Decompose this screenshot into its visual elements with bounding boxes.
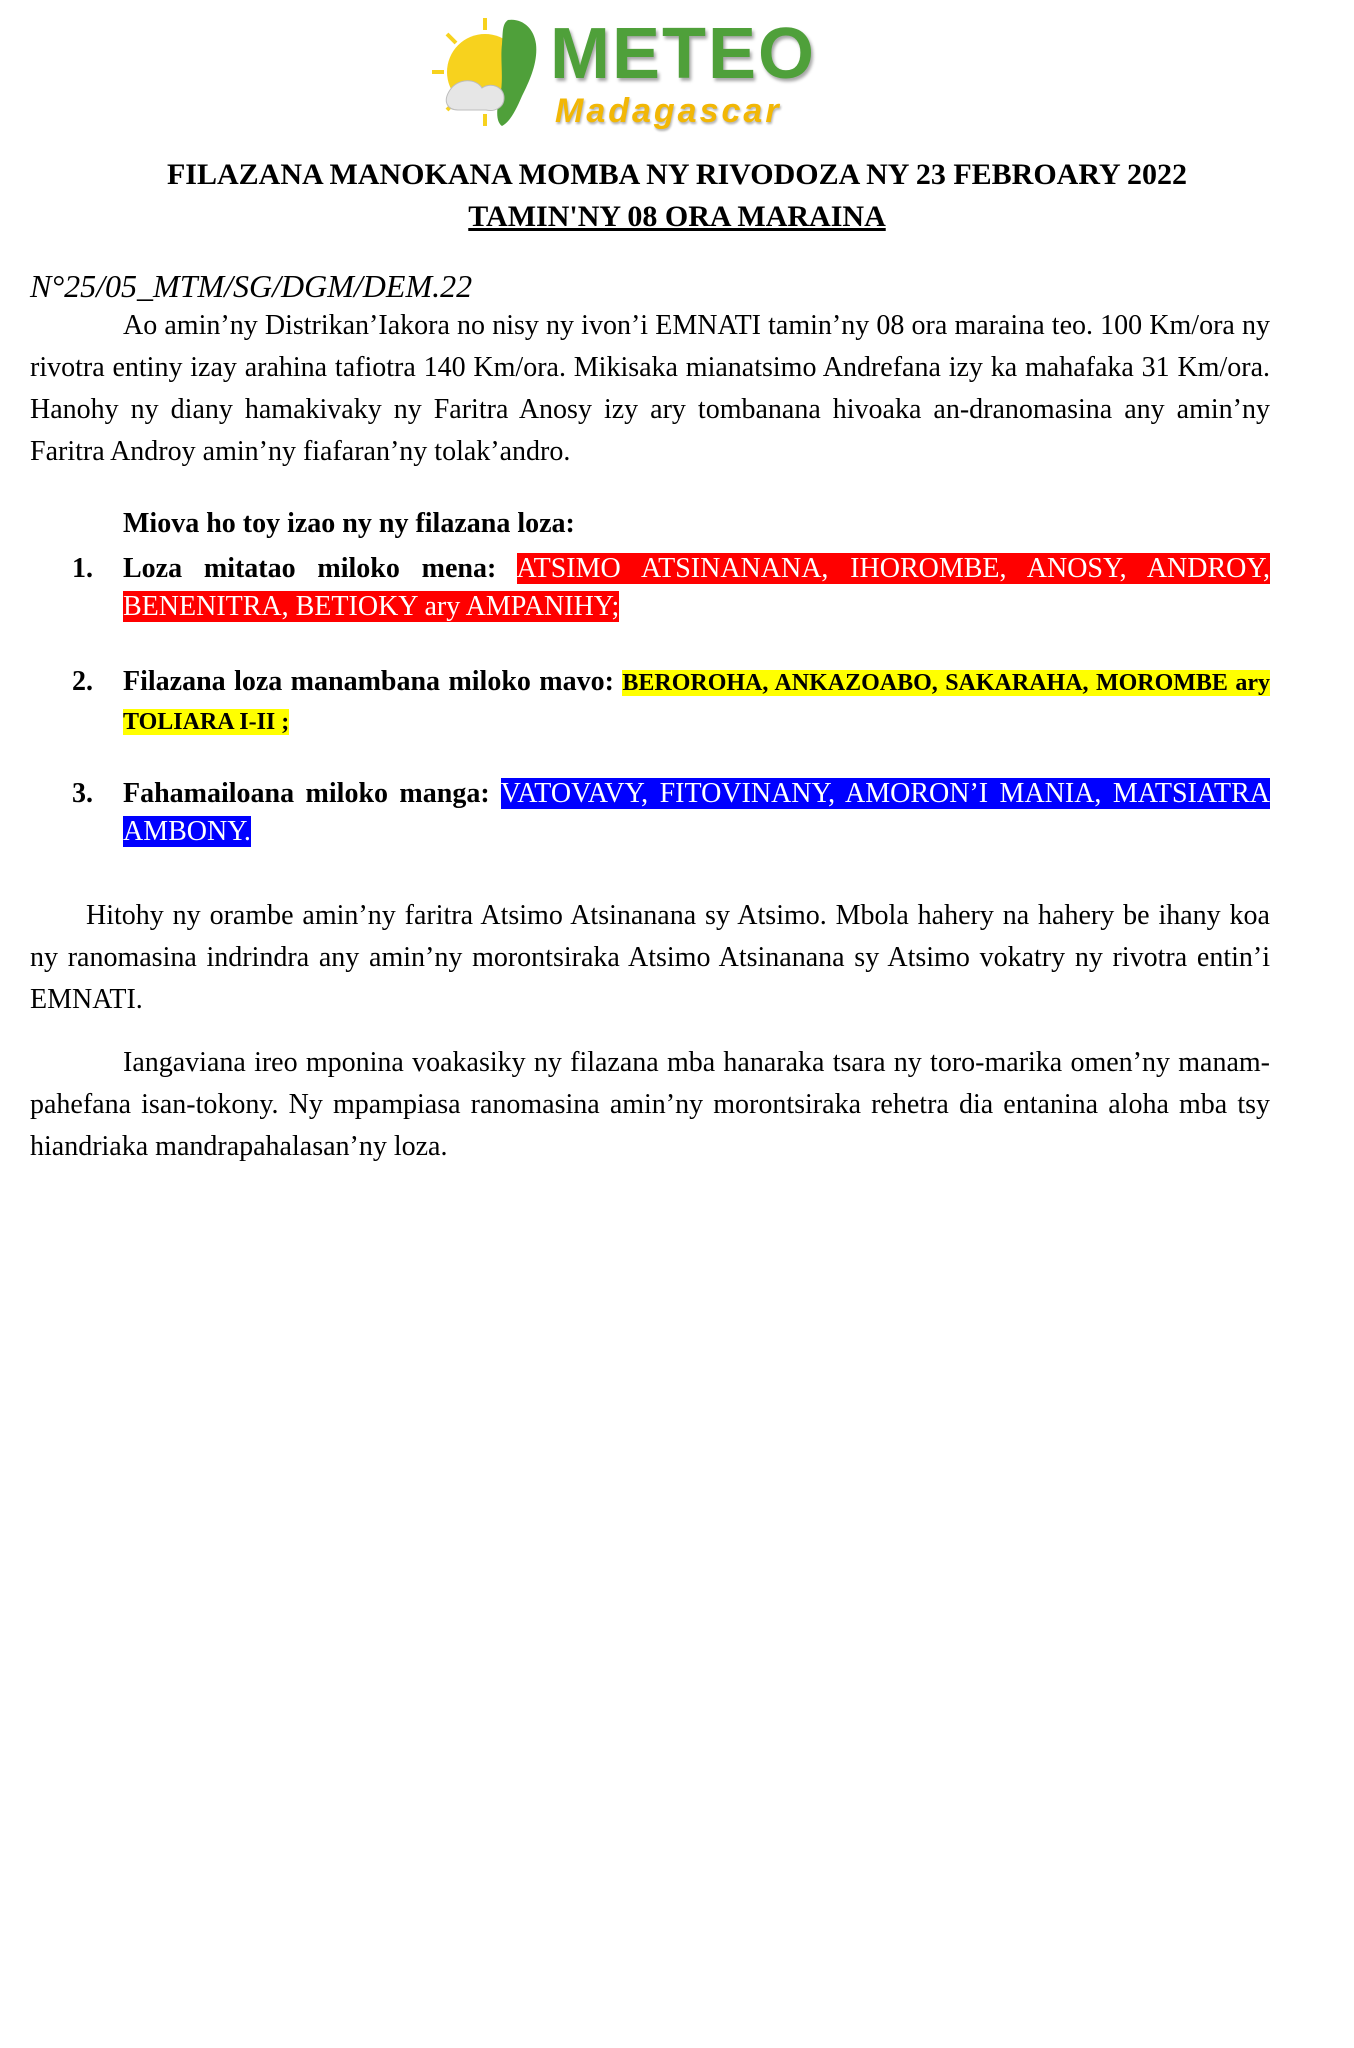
meteo-madagascar-logo	[430, 10, 817, 135]
alert-number: 2.	[72, 666, 93, 697]
paragraph-advice: Iangaviana ireo mponina voakasiky ny filazana mba hanaraka tsara ny toro-marika omen’ny manam-pahefana isan-tokony. Ny mpampiasa ranomasina amin’ny morontsiraka rehetra dia entanina aloha mba tsy hiandriaka mandrapahalasan’ny loza.	[30, 1047, 1270, 1162]
alert-item-red	[30, 550, 1270, 626]
alert-regions-red: ATSIMO ATSINANANA, IHOROMBE, ANOSY, ANDROY, BENENITRA, BETIOKY ary AMPANIHY;	[123, 553, 1270, 622]
alert-number: 3.	[72, 778, 93, 809]
logo-subtitle: Madagascar	[555, 92, 782, 130]
paragraph-cyclone-position: Ao amin’ny Distrikan’Iakora no nisy ny ivon’i EMNATI tamin’ny 08 ora maraina teo. 100 Km/ora ny rivotra entiny izay arahina tafiotra 140 Km/ora. Mikisaka mianatsimo Andrefana izy ka mahafaka 31 Km/ora. Hanohy ny diany hamakivaky ny Faritra Anosy izy ary tombanana hivoaka an-dranomasina any amin’ny Faritra Androy amin’ny fiafaran’ny tolak’andro.	[30, 310, 1270, 467]
bulletin-reference: N°25/05_MTM/SG/DGM/DEM.22	[30, 268, 473, 304]
bulletin-time: TAMIN'NY 08 ORA MARAINA	[468, 200, 886, 233]
alert-item-blue	[30, 775, 1270, 851]
alert-label: Fahamailoana miloko manga:	[123, 778, 490, 809]
alert-regions-blue: VATOVAVY, FITOVINANY, AMORON’I MANIA, MATSIATRA AMBONY.	[123, 778, 1270, 847]
alert-label: Filazana loza manambana miloko mavo:	[123, 666, 614, 697]
alert-item-yellow	[30, 663, 1270, 741]
bulletin-title: FILAZANA MANOKANA MOMBA NY RIVODOZA NY 23 FEBROARY 2022	[166, 158, 1188, 191]
alerts-intro: Miova ho toy izao ny ny filazana loza:	[123, 508, 575, 539]
logo-title: METEO	[550, 14, 817, 94]
paragraph-rain-sea: Hitohy ny orambe amin’ny faritra Atsimo Atsinanana sy Atsimo. Mbola hahery na hahery be ihany koa ny ranomasina indrindra any amin’ny morontsiraka Atsimo Atsinanana sy Atsimo vokatry ny rivotra entin’i EMNATI.	[30, 900, 1270, 1015]
madagascar-sun-icon	[430, 10, 560, 135]
alert-label: Loza mitatao miloko mena:	[123, 553, 497, 584]
alert-number: 1.	[72, 553, 93, 584]
alert-regions-yellow: BEROROHA, ANKAZOABO, SAKARAHA, MOROMBE ary TOLIARA I-II ;	[123, 670, 1270, 735]
